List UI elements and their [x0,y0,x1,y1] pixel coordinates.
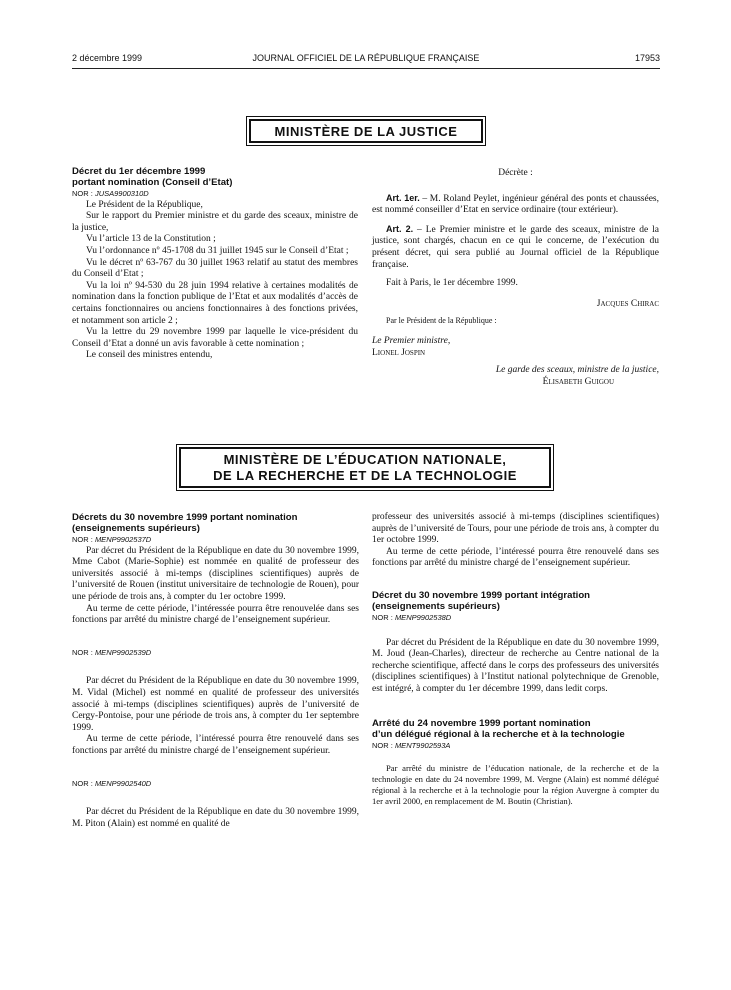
nor-label: NOR : [72,189,93,198]
nor-label: NOR : [72,778,93,788]
ministry-title-education-line-2: DE LA RECHERCHE ET DE LA TECHNOLOGIE [213,468,517,483]
arrete-title-line-2: d’un délégué régional à la recherche et à la technologie [372,728,625,740]
nor-code: MENP9902538D [394,612,452,622]
prime-minister-name: Lionel Jospin [372,347,426,358]
article-1-text: – M. Roland Peylet, ingénieur général des ponts et chaussées, est nommé conseiller d’Etat en service ordinaire (tour extérieur). [372,193,659,216]
prime-minister-block [372,336,659,359]
prime-minister-title: Le Premier ministre, [372,335,451,346]
nor-reference [72,188,358,200]
paragraph: Au terme de cette période, l’intéressée pourra être renouvelée dans ses fonctions par arrêté du ministre chargé de l’enseignement supérieur. [72,603,359,626]
nor-code: MENP9902537D [94,535,152,544]
paragraph: Au terme de cette période, l’intéressé pourra être renouvelé dans ses fonctions par arrêté du ministre chargé de l’enseignement supérieur. [72,734,359,756]
ministry-box-education [176,444,554,491]
paragraph: Sur le rapport du Premier ministre et du garde des sceaux, ministre de la justice, [72,211,358,233]
paragraph: Vu la loi nº 94-530 du 28 juin 1994 relative à certaines modalités de nomination dans la fonction publique de l’Etat et aux modalités d’accès de certains fonctionnaires ou anciens fonctionnaires à des fonctions privées, et notamment son article 2 ; [72,280,358,326]
paragraph: Par décret du Président de la République en date du 30 novembre 1999, Mme Cabot (Marie-Sophie) est nommée en qualité de professeur des universités associé à mi-temps (disciplines scientifiques) auprès de l’université de Rouen (institut universitaire de technologie de Rouen), pour une période de trois ans, à compter du 1er octobre 1999. [72,545,359,602]
paragraph-continued: professeur des universités associé à mi-temps (disciplines scientifiques) auprès de l’université de Tours, pour une période de trois ans, à compter du 1er octobre 1999. [372,512,659,546]
nor-label: NOR : [372,740,393,750]
decrees-title-line-2: (enseignements supérieurs) [72,523,200,534]
justice-left-column [72,166,358,362]
paragraph: Vu le décret nº 63-767 du 30 juillet 1963 relatif au statut des membres du Conseil d’Etat ; [72,257,358,280]
nor-reference [372,612,659,624]
garde-title: Le garde des sceaux, ministre de la justice, [495,365,659,376]
paragraph: Par décret du Président de la République en date du 30 novembre 1999, M. Piton (Alain) est nommé en qualité de [72,807,359,829]
decrees-title-line-1: Décrets du 30 novembre 1999 portant nomination [72,512,298,523]
article-1 [372,193,659,217]
paragraph: Le conseil des ministres entendu, [86,350,213,361]
article-2-label: Art. 2. [386,223,414,234]
paragraph: Vu la lettre du 29 novembre 1999 par laquelle le vice-président du Conseil d’Etat a donné un avis favorable à cette nomination ; [72,327,358,349]
ministry-box-justice [246,116,486,146]
nor-label: NOR : [72,535,93,544]
paragraph: Le Président de la République, [86,199,203,210]
header-journal-title: JOURNAL OFFICIEL DE LA RÉPUBLIQUE FRANÇAISE [252,53,480,63]
par-le-president: Par le Président de la République : [386,316,497,326]
arrete-title-line-1: Arrêté du 24 novembre 1999 portant nomination [372,717,591,729]
nor-reference [372,740,659,752]
decrete: Décrète : [498,168,533,178]
garde-des-sceaux-block [372,365,659,388]
decrees-title [72,512,359,534]
decree-title-line-1: Décret du 1er décembre 1999 [72,166,206,177]
arrete-title [372,718,659,740]
nor-code: MENP9902540D [94,778,152,788]
paragraph: Par décret du Président de la République en date du 30 novembre 1999, M. Joud (Jean-Charles), directeur de recherche au Centre national de la recherche scientifique, affecté dans le corps des professeurs des universités (disciplines scientifiques) à l’Institut national polytechnique de Grenoble, est intégré, à compter du 1er décembre 1999, dans ledit corps. [372,637,659,694]
header-rule [72,68,660,69]
nor-code: MENT9902593A [394,740,451,750]
nor-code: MENP9902539D [94,647,152,657]
nor-label: NOR : [372,612,393,622]
nor-label: NOR : [72,647,93,657]
nor-reference [72,778,359,790]
article-1-label: Art. 1er. [386,192,420,203]
decree-title [72,166,358,188]
header-page-number: 17953 [634,53,660,63]
paragraph: Vu l’ordonnance nº 45-1708 du 31 juillet 1945 sur le Conseil d’Etat ; [86,245,349,256]
ministry-title-education-line-1: MINISTÈRE DE L’ÉDUCATION NATIONALE, [223,452,507,467]
integration-title-line-2: (enseignements supérieurs) [372,600,500,612]
paragraph: Par arrêté du ministre de l’éducation nationale, de la recherche et de la technologie en date du 24 novembre 1999, M. Vergne (Alain) est nommé délégué régional à la recherche et à la technologie pour la région Auvergne à compter du 1er avril 2000, en remplacement de M. Boutin (Christian). [372,763,659,807]
ministry-title-justice: MINISTÈRE DE LA JUSTICE [249,119,483,143]
ministry-title-education [179,447,551,488]
decree-title-line-2: portant nomination (Conseil d’Etat) [72,177,233,188]
paragraph: Au terme de cette période, l’intéressé pourra être renouvelé dans ses fonctions par arrêté du ministre chargé de l’enseignement supérieur. [372,546,659,569]
paragraph: Par décret du Président de la République en date du 30 novembre 1999, M. Vidal (Michel) est nommé en qualité de professeur des universités associé à mi-temps (disciplines scientifiques) auprès de l’université de Cergy-Pontoise, pour une période de trois ans, à compter du 1er septembre 1999. [72,676,359,733]
running-header [72,53,660,67]
signatory-president: Jacques Chirac [596,298,659,309]
justice-right-column [372,168,659,388]
education-left-column [72,512,359,830]
education-right-column [372,512,659,807]
nor-reference [72,647,359,659]
article-2-text: – Le Premier ministre et le garde des sceaux, ministre de la justice, sont chargés, chacun en ce qui le concerne, de l’exécution du présent décret, qui sera publié au Journal officiel de la République française. [372,224,659,270]
paragraph: Vu l’article 13 de la Constitution ; [86,234,216,245]
nor-code: JUSA9900310D [94,189,149,198]
fait-a-paris: Fait à Paris, le 1er décembre 1999. [386,278,518,289]
integration-title [372,590,659,612]
nor-reference [72,534,359,546]
integration-title-line-1: Décret du 30 novembre 1999 portant intégration [372,589,591,601]
header-date: 2 décembre 1999 [72,53,143,63]
article-2 [372,224,659,271]
garde-name: Élisabeth Guigou [542,376,614,387]
